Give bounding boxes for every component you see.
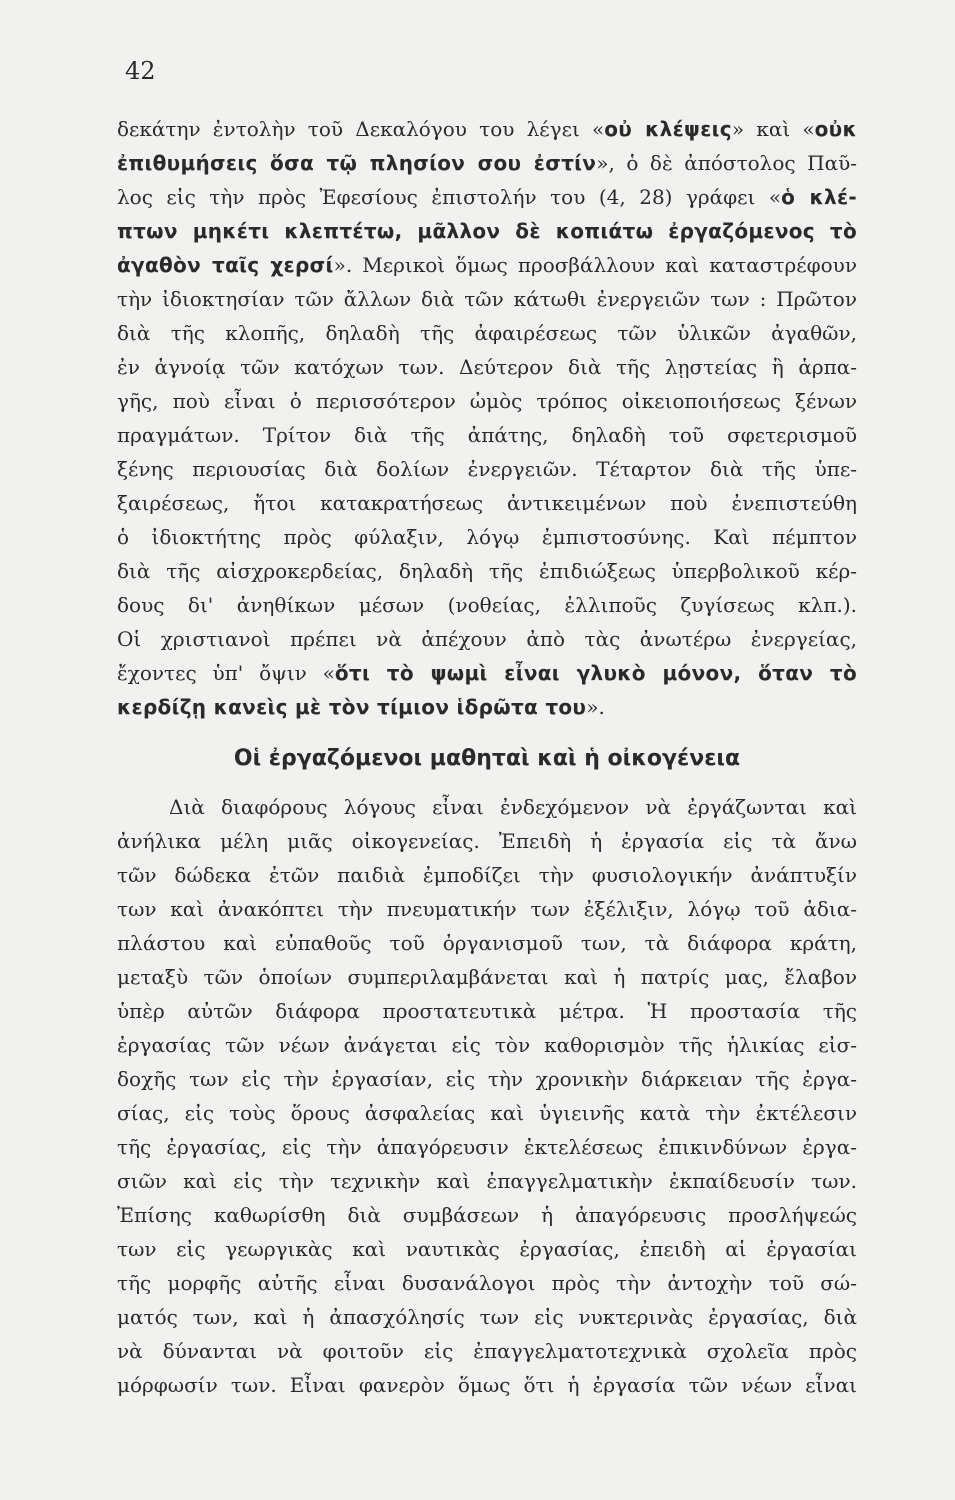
- text-line: πραγμάτων. Τρίτον διὰ τῆς ἀπάτης, δηλαδὴ τοῦ σφετερισμοῦ: [117, 423, 857, 447]
- text-line: [117, 180, 857, 214]
- text-line: Ἐπίσης καθωρίσθη διὰ συμβάσεων ἡ ἀπαγόρευσις προσλήψεώς: [117, 1203, 857, 1227]
- text-span: ». Μερικοὶ ὅμως προσβάλλουν καὶ καταστρέφουν: [333, 253, 857, 277]
- text-line: γῆς, ποὺ εἶναι ὁ περισσότερον ὠμὸς τρόπος οἰκειοποιήσεως ξένων: [117, 389, 857, 413]
- text-span: δεκάτην ἐντολὴν τοῦ Δεκαλόγου του λέγει «: [117, 117, 605, 141]
- bold-quote: πτων μηκέτι κλεπτέτω, μᾶλλον δὲ κοπιάτω ἐργαζόμενος τὸ: [117, 219, 857, 243]
- text-span: » καὶ «: [731, 117, 815, 141]
- text-line: ξαιρέσεως, ἤτοι κατακρατήσεως ἀντικειμένων ποὺ ἐνεπιστεύθη: [117, 491, 857, 515]
- text-span: λος εἰς τὴν πρὸς Ἐφεσίους ἐπιστολήν του (4, 28) γράφει «: [117, 185, 782, 209]
- section-heading: Οἱ ἐργαζόμενοι μαθηταὶ καὶ ἡ οἰκογένεια: [233, 746, 741, 771]
- text-line: των καὶ ἀνακόπτει τὴν πνευματικήν των ἐξέλιξιν, λόγῳ τοῦ ἀδια-: [117, 897, 857, 921]
- text-line: δους δι' ἀνηθίκων μέσων (νοθείας, ἐλλιποῦς ζυγίσεως κλπ.).: [117, 593, 857, 617]
- text-line: [117, 112, 857, 146]
- text-line: μόρφωσίν των. Εἶναι φανερὸν ὅμως ὅτι ἡ ἐργασία τῶν νέων εἶναι: [117, 1373, 857, 1397]
- text-line: διὰ τῆς αἰσχροκερδείας, δηλαδὴ τῆς ἐπιδιώξεως ὑπερβολικοῦ κέρ-: [117, 559, 857, 583]
- text-line: των εἰς γεωργικὰς καὶ ναυτικὰς ἐργασίας, ἐπειδὴ αἱ ἐργασίαι: [117, 1237, 857, 1261]
- text-line: ξένης περιουσίας διὰ δολίων ἐνεργειῶν. Τέταρτον διὰ τῆς ὑπε-: [117, 457, 857, 481]
- text-line: τῶν δώδεκα ἐτῶν παιδιὰ ἐμποδίζει τὴν φυσιολογικήν ἀνάπτυξίν: [117, 863, 857, 887]
- bold-quote: κερδίζῃ κανεὶς μὲ τὸν τίμιον ἱδρῶτα του: [117, 695, 587, 719]
- text-line: ἐργασίας τῶν νέων ἀνάγεται εἰς τὸν καθορισμὸν τῆς ἡλικίας εἰσ-: [117, 1033, 857, 1057]
- bold-quote: ὅτι τὸ ψωμὶ εἶναι γλυκὸ μόνον, ὅταν τὸ: [334, 661, 857, 685]
- text-line: ἀνήλικα μέλη μιᾶς οἰκογενείας. Ἐπειδὴ ἡ ἐργασία εἰς τὰ ἄνω: [117, 829, 857, 853]
- paragraph-working-students: [117, 790, 857, 1402]
- text-line: ἐν ἀγνοίᾳ τῶν κατόχων των. Δεύτερον διὰ τῆς λῃστείας ἢ ἁρπα-: [117, 355, 857, 379]
- text-line: μεταξὺ τῶν ὁποίων συμπεριλαμβάνεται καὶ ἡ πατρίς μας, ἔλαβον: [117, 965, 857, 989]
- text-line: [117, 656, 857, 690]
- bold-quote: ἐπιθυμήσεις ὅσα τῷ πλησίον σου ἐστίν: [117, 151, 597, 175]
- text-line: τῆς ἐργασίας, εἰς τὴν ἀπαγόρευσιν ἐκτελέσεως ἐπικινδύνων ἐργα-: [117, 1135, 857, 1159]
- text-line: [117, 248, 857, 282]
- text-span: ἔχοντες ὑπ' ὄψιν «: [117, 661, 335, 685]
- text-line: Διὰ διαφόρους λόγους εἶναι ἐνδεχόμενον νὰ ἐργάζωνται καὶ: [169, 795, 857, 819]
- text-line: δοχῆς των εἰς τὴν ἐργασίαν, εἰς τὴν χρονικὴν διάρκειαν τῆς ἐργα-: [117, 1067, 857, 1091]
- page-number: 42: [125, 57, 156, 85]
- text-line: πλάστου καὶ εὐπαθοῦς τοῦ ὀργανισμοῦ των, τὰ διάφορα κράτη,: [117, 931, 857, 955]
- bold-quote: οὐ κλέψεις: [604, 117, 732, 141]
- text-line: Οἱ χριστιανοὶ πρέπει νὰ ἀπέχουν ἀπὸ τὰς ἀνωτέρω ἐνεργείας,: [117, 627, 857, 651]
- text-line: σίας, εἰς τοὺς ὅρους ἀσφαλείας καὶ ὑγιεινῆς κατὰ τὴν ἐκτέλεσιν: [117, 1101, 857, 1125]
- text-line: [117, 214, 857, 248]
- text-line: νὰ δύνανται νὰ φοιτοῦν εἰς ἐπαγγελματοτεχνικὰ σχολεῖα πρὸς: [117, 1339, 857, 1363]
- text-line: τὴν ἰδιοκτησίαν τῶν ἄλλων διὰ τῶν κάτωθι ἐνεργειῶν των : Πρῶτον: [117, 287, 857, 311]
- text-span: ».: [586, 695, 605, 719]
- text-line: [117, 690, 857, 724]
- bold-quote: ὁ κλέ-: [781, 185, 857, 209]
- text-line: [117, 146, 857, 180]
- text-line: σιῶν καὶ εἰς τὴν τεχνικὴν καὶ ἐπαγγελματικὴν ἐκπαίδευσίν των.: [117, 1169, 857, 1193]
- text-span: », ὁ δὲ ἀπόστολος Παῦ-: [596, 151, 858, 175]
- text-line: διὰ τῆς κλοπῆς, δηλαδὴ τῆς ἀφαιρέσεως τῶν ὑλικῶν ἀγαθῶν,: [117, 321, 857, 345]
- bold-quote: ἀγαθὸν ταῖς χερσί: [117, 253, 334, 277]
- paragraph-commandment-theft: [117, 112, 857, 724]
- bold-quote: οὐκ: [814, 117, 857, 141]
- text-line: ὁ ἰδιοκτήτης πρὸς φύλαξιν, λόγῳ ἐμπιστοσύνης. Καὶ πέμπτον: [117, 525, 857, 549]
- text-line: τῆς μορφῆς αὐτῆς εἶναι δυσανάλογοι πρὸς τὴν ἀντοχὴν τοῦ σώ-: [117, 1271, 857, 1295]
- text-line: ὑπὲρ αὐτῶν διάφορα προστατευτικὰ μέτρα. Ἡ προστασία τῆς: [117, 999, 857, 1023]
- text-line: ματός των, καὶ ἡ ἀπασχόλησίς των εἰς νυκτερινὰς ἐργασίας, διὰ: [117, 1305, 857, 1329]
